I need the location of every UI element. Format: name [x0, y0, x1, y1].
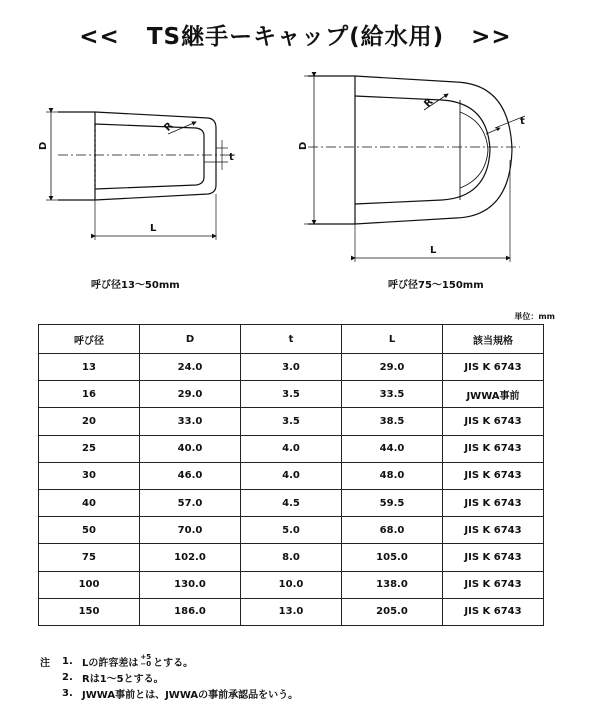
cell-nominal: 16	[39, 381, 140, 408]
table-row	[39, 517, 544, 544]
cell-d: 24.0	[140, 354, 241, 381]
cell-standard: JIS K 6743	[443, 544, 544, 571]
unit-note: 単位：mm	[514, 312, 555, 321]
cell-t: 4.0	[241, 462, 342, 489]
large-label-r: R	[422, 96, 436, 110]
spec-table	[38, 324, 544, 626]
cell-l: 105.0	[342, 544, 443, 571]
tolerance-fraction: +5 −0	[140, 653, 152, 668]
cell-nominal: 13	[39, 354, 140, 381]
large-label-t: t	[520, 116, 525, 127]
cell-t: 5.0	[241, 517, 342, 544]
table-row	[39, 435, 544, 462]
header-nominal: 呼び径	[39, 325, 140, 354]
cell-standard: JIS K 6743	[443, 598, 544, 625]
table-row	[39, 598, 544, 625]
cell-t: 4.5	[241, 489, 342, 516]
cell-nominal: 20	[39, 408, 140, 435]
note-1: 注 1. Lの許容差は +5 −0 とする。	[40, 653, 194, 669]
cell-l: 29.0	[342, 354, 443, 381]
cell-standard: JWWA事前	[443, 381, 544, 408]
cell-t: 3.5	[241, 381, 342, 408]
cell-d: 29.0	[140, 381, 241, 408]
small-cap-caption: 呼び径13～50mm	[91, 280, 180, 291]
cell-t: 3.0	[241, 354, 342, 381]
large-label-d: D	[298, 141, 309, 150]
cell-l: 59.5	[342, 489, 443, 516]
note-2: 2. Rは1～5とする。	[62, 671, 164, 685]
cell-t: 4.0	[241, 435, 342, 462]
cell-l: 138.0	[342, 571, 443, 598]
cell-l: 44.0	[342, 435, 443, 462]
small-label-t: t	[229, 152, 234, 163]
cell-l: 68.0	[342, 517, 443, 544]
large-cap-caption: 呼び径75～150mm	[388, 280, 484, 291]
small-label-l: L	[150, 223, 157, 234]
cell-d: 40.0	[140, 435, 241, 462]
notes	[40, 653, 298, 701]
cell-d: 130.0	[140, 571, 241, 598]
cell-l: 33.5	[342, 381, 443, 408]
cell-standard: JIS K 6743	[443, 408, 544, 435]
cell-t: 13.0	[241, 598, 342, 625]
cell-l: 48.0	[342, 462, 443, 489]
cell-d: 57.0	[140, 489, 241, 516]
cell-nominal: 150	[39, 598, 140, 625]
table-row	[39, 571, 544, 598]
cell-nominal: 30	[39, 462, 140, 489]
table-row	[39, 462, 544, 489]
cell-standard: JIS K 6743	[443, 435, 544, 462]
cell-nominal: 100	[39, 571, 140, 598]
table-row	[39, 354, 544, 381]
cell-standard: JIS K 6743	[443, 489, 544, 516]
cell-nominal: 25	[39, 435, 140, 462]
note-3: 3. JWWA事前とは、JWWAの事前承認品をいう。	[62, 687, 299, 701]
small-label-d: D	[38, 141, 49, 150]
cell-l: 205.0	[342, 598, 443, 625]
header-standard: 該当規格	[443, 325, 544, 354]
cell-standard: JIS K 6743	[443, 462, 544, 489]
cell-d: 102.0	[140, 544, 241, 571]
large-cap-drawing	[304, 76, 525, 262]
cell-nominal: 40	[39, 489, 140, 516]
note-head: 注	[40, 657, 50, 669]
header-l: L	[342, 325, 443, 354]
header-t: t	[241, 325, 342, 354]
cell-nominal: 50	[39, 517, 140, 544]
cell-d: 33.0	[140, 408, 241, 435]
table-row	[39, 381, 544, 408]
cell-d: 186.0	[140, 598, 241, 625]
table-row	[39, 544, 544, 571]
cell-t: 3.5	[241, 408, 342, 435]
small-cap-drawing	[46, 112, 236, 240]
cell-t: 10.0	[241, 571, 342, 598]
cell-standard: JIS K 6743	[443, 354, 544, 381]
cell-standard: JIS K 6743	[443, 571, 544, 598]
header-d: D	[140, 325, 241, 354]
cell-t: 8.0	[241, 544, 342, 571]
page-title: << TS継手ーキャップ(給水用) >>	[79, 24, 512, 50]
cell-d: 70.0	[140, 517, 241, 544]
table-header-row	[39, 325, 544, 354]
large-label-l: L	[430, 245, 437, 256]
cell-nominal: 75	[39, 544, 140, 571]
cell-standard: JIS K 6743	[443, 517, 544, 544]
cap-diagrams	[0, 60, 591, 300]
cell-d: 46.0	[140, 462, 241, 489]
table-row	[39, 408, 544, 435]
small-label-r: R	[162, 120, 176, 134]
table-row	[39, 489, 544, 516]
cell-l: 38.5	[342, 408, 443, 435]
